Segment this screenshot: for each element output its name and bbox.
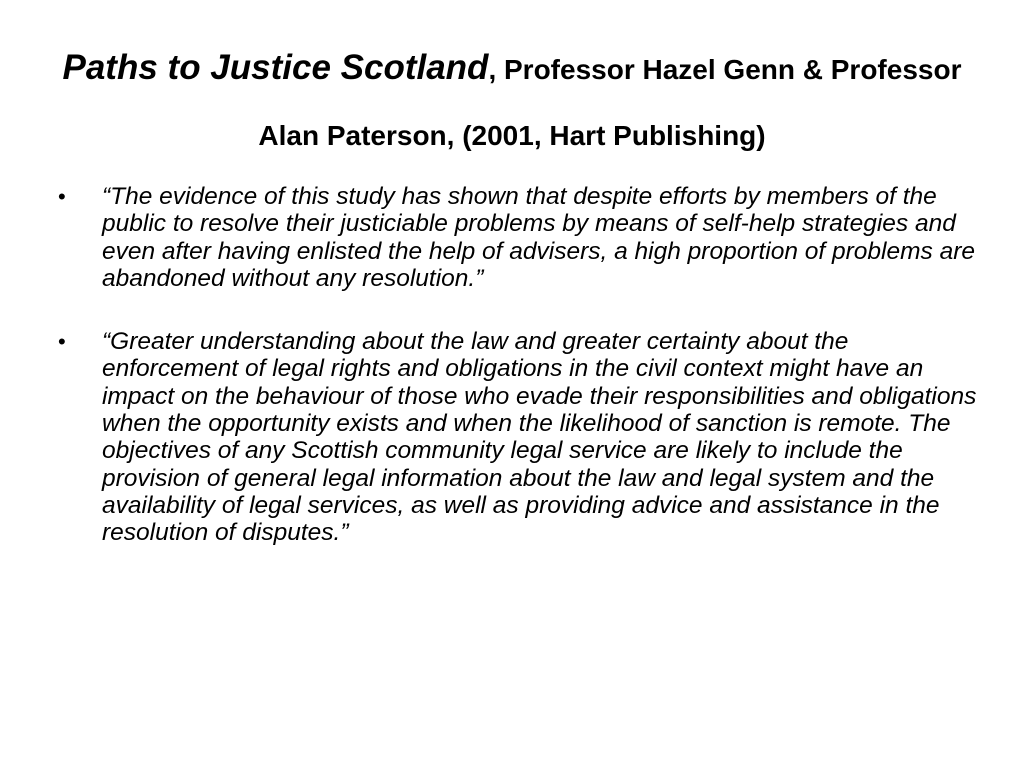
bullet-list: [58, 183, 978, 547]
title-authors-publisher: , Professor Hazel Genn & Professor Alan Paterson, (2001, Hart Publishing): [258, 54, 962, 151]
slide-title: [40, 36, 984, 168]
bullet-text-1: “The evidence of this study has shown that despite efforts by members of the public to resolve their justiciable problems by means of self-help strategies and even after having enlisted the help of advisers, a high proportion of problems are abandoned without any resolution.”: [102, 183, 976, 292]
bullet-item-2: [58, 328, 978, 546]
bullet-item-1: [58, 183, 978, 292]
title-book-name: Paths to Justice Scotland: [62, 48, 489, 87]
bullet-text-2: “Greater understanding about the law and greater certainty about the enforcement of legal rights and obligations in the civil context might have an impact on the behaviour of those who evade their responsibilities and obligations when the opportunity exists and when the likelihood of sanction is remote. The objectives of any Scottish community legal service are likely to include the provision of general legal information about the law and legal system and the availability of legal services, as well as providing advice and assistance in the resolution of disputes.”: [102, 328, 977, 547]
bullet-icon: •: [58, 329, 66, 355]
bullet-icon: •: [58, 184, 66, 209]
